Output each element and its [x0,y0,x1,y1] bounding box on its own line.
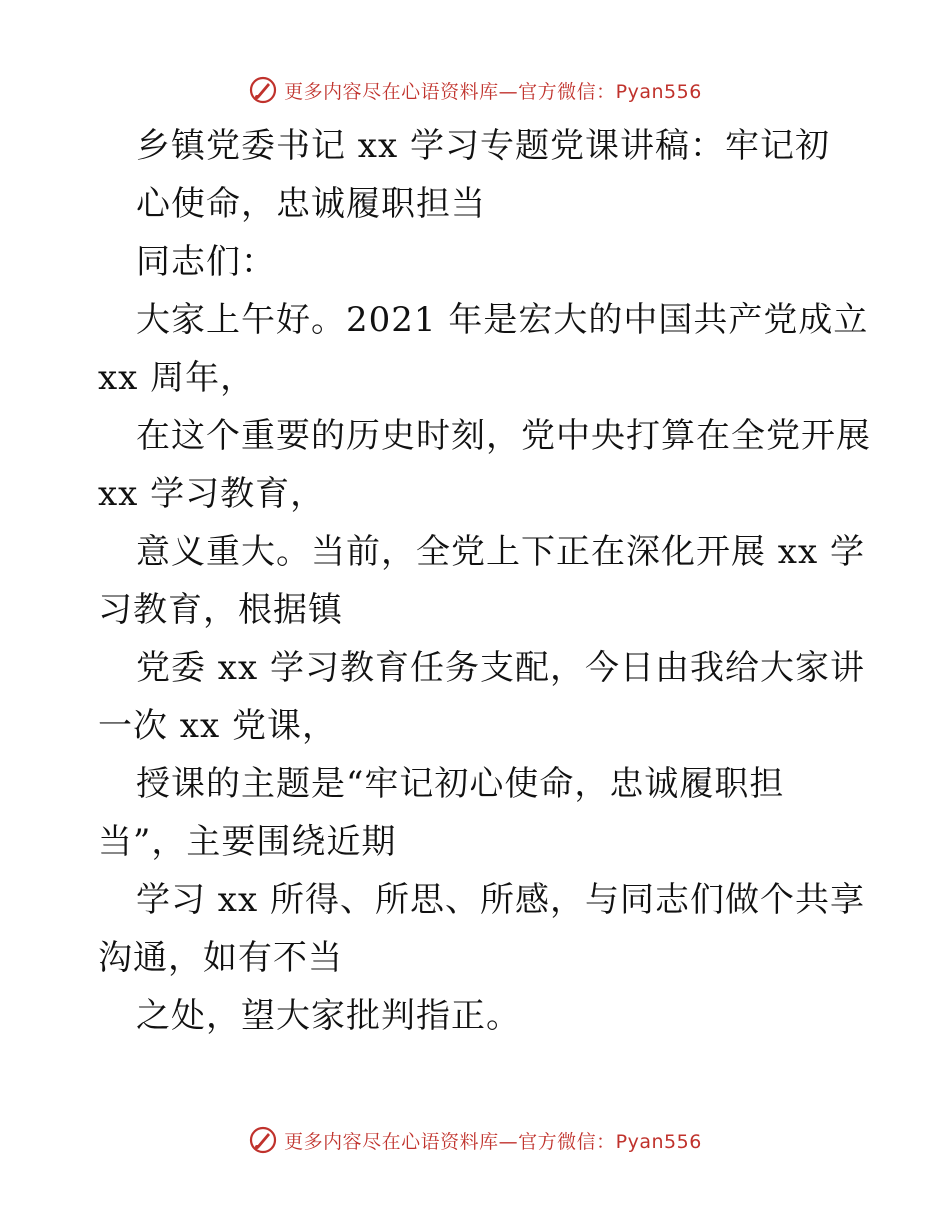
paragraph-line: 意义重大。当前，全党上下正在深化开展 xx 学 [136,532,865,572]
paragraph-line: 当”，主要围绕近期 [98,822,397,862]
title-line-2: 心使命，忠诚履职担当 [136,184,486,224]
watermark-text: 更多内容尽在心语资料库—官方微信：Pyan556 [284,80,702,103]
quill-circle-icon [248,1125,278,1155]
title-line-1: 乡镇党委书记 xx 学习专题党课讲稿：牢记初 [136,126,830,166]
watermark-text: 更多内容尽在心语资料库—官方微信：Pyan556 [284,1130,702,1153]
paragraph-line: 沟通，如有不当 [98,938,343,978]
footer-watermark [0,1120,950,1160]
paragraph-line: 一次 xx 党课， [98,706,337,746]
paragraph-line: 学习 xx 所得、所思、所感，与同志们做个共享 [136,880,865,920]
paragraph-line: 大家上午好。2021 年是宏大的中国共产党成立 [136,300,869,340]
paragraph-line: xx 周年， [98,358,256,398]
salutation: 同志们： [136,242,276,282]
paragraph-line: 之处，望大家批判指正。 [136,996,521,1036]
quill-circle-icon [248,75,278,105]
paragraph-line: 在这个重要的历史时刻，党中央打算在全党开展 [136,416,871,456]
paragraph-line: 授课的主题是“牢记初心使命，忠诚履职担 [136,764,785,804]
paragraph-line: 习教育，根据镇 [98,590,343,630]
header-watermark [0,70,950,110]
paragraph-line: xx 学习教育， [98,474,326,514]
paragraph-line: 党委 xx 学习教育任务支配，今日由我给大家讲 [136,648,865,688]
